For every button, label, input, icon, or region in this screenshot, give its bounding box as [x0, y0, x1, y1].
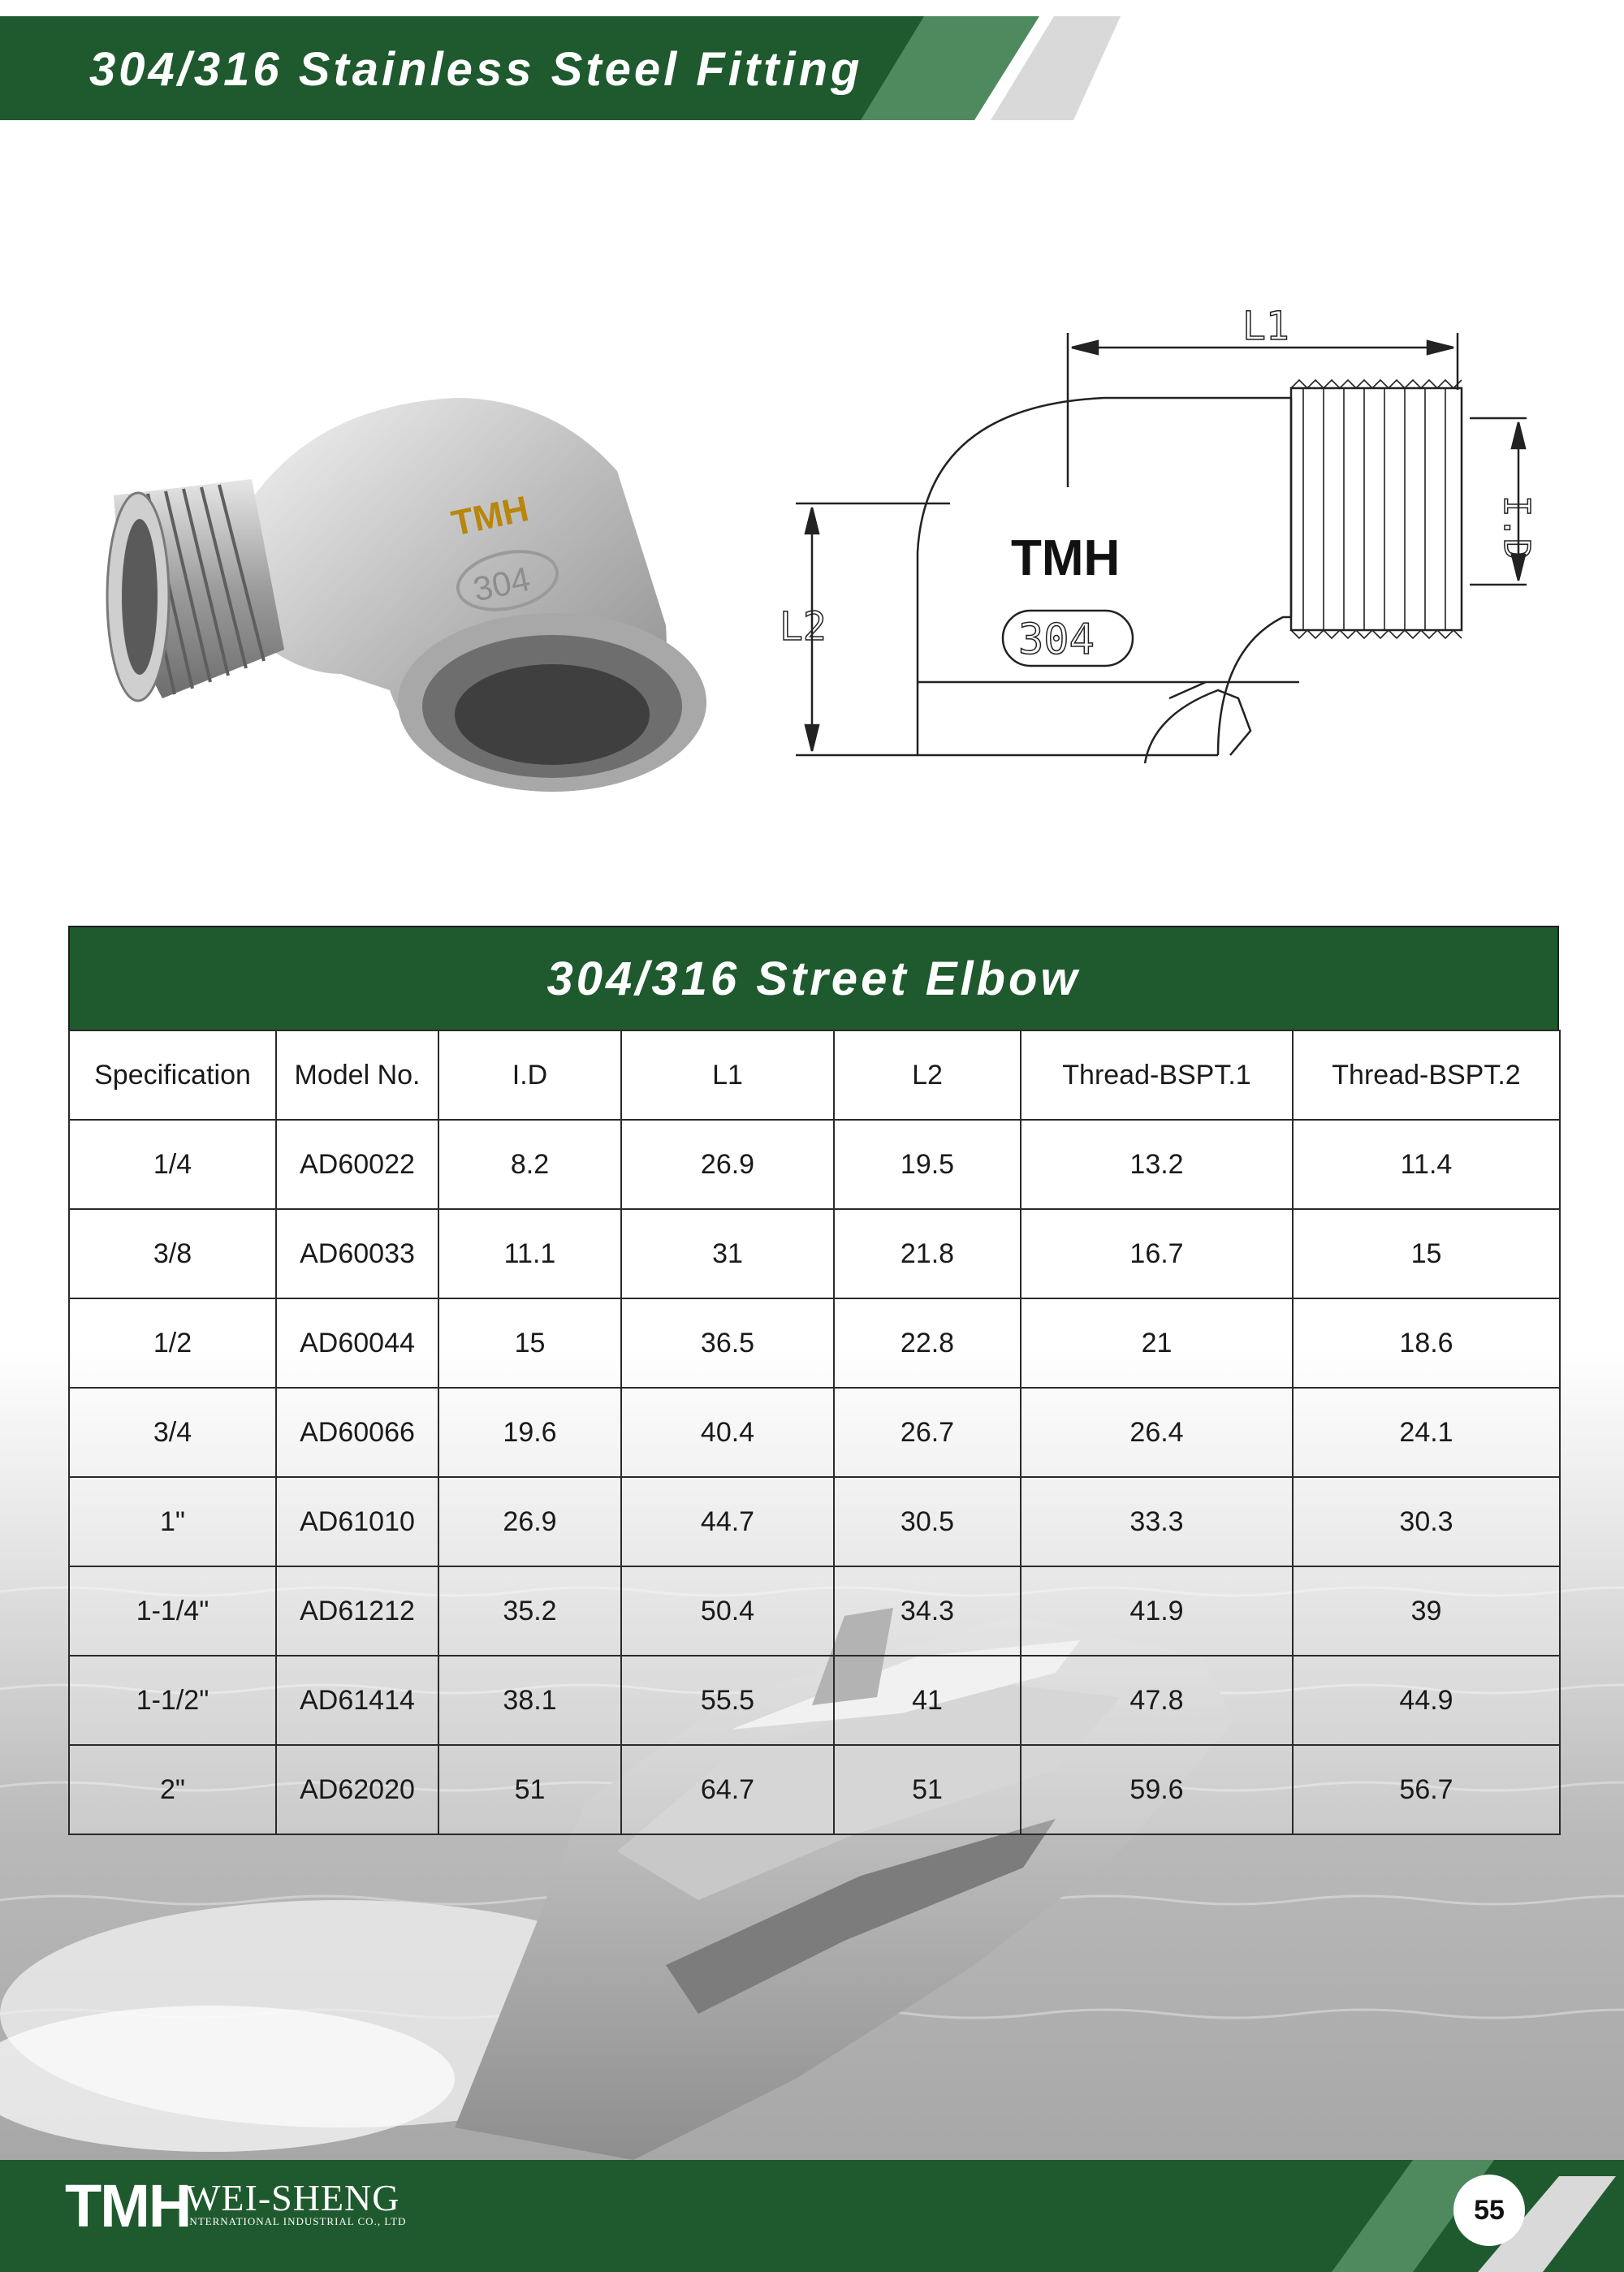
company-subtitle: INTERNATIONAL INDUSTRIAL CO., LTD: [185, 2215, 407, 2227]
table-cell: 41: [834, 1656, 1021, 1745]
table-cell: 26.7: [834, 1388, 1021, 1477]
company-name: WEI-SHENG: [185, 2177, 400, 2218]
drawing-grade-text: 304: [1018, 616, 1095, 664]
table-cell: 30.3: [1293, 1477, 1560, 1566]
table-cell: 41.9: [1021, 1566, 1293, 1656]
table-title: 304/316 Street Elbow: [68, 926, 1559, 1030]
table-cell: AD62020: [276, 1745, 438, 1834]
table-row: [69, 1209, 1560, 1298]
table-cell: 13.2: [1021, 1120, 1293, 1209]
table-cell: AD60033: [276, 1209, 438, 1298]
table-cell: 26.9: [621, 1120, 834, 1209]
table-cell: 1": [69, 1477, 276, 1566]
dim-label-l1: L1: [1242, 309, 1289, 349]
column-header: L2: [834, 1030, 1021, 1120]
column-header: I.D: [438, 1030, 621, 1120]
table-row: [69, 1388, 1560, 1477]
page-number: 55: [1453, 2175, 1525, 2246]
table-cell: 30.5: [834, 1477, 1021, 1566]
photo-grade-text: 304: [469, 559, 533, 609]
table-cell: 34.3: [834, 1566, 1021, 1656]
dim-label-l2: L2: [780, 604, 827, 650]
table-row: [69, 1566, 1560, 1656]
table-cell: 59.6: [1021, 1745, 1293, 1834]
table-cell: 1/2: [69, 1298, 276, 1388]
table-header-row: [69, 1030, 1560, 1120]
column-header: Thread-BSPT.1: [1021, 1030, 1293, 1120]
table-cell: 44.9: [1293, 1656, 1560, 1745]
table-cell: 51: [438, 1745, 621, 1834]
table-cell: AD61010: [276, 1477, 438, 1566]
table-cell: AD60066: [276, 1388, 438, 1477]
table-cell: 21: [1021, 1298, 1293, 1388]
column-header: L1: [621, 1030, 834, 1120]
table-cell: 36.5: [621, 1298, 834, 1388]
technical-drawing: [763, 309, 1543, 796]
table-cell: 15: [1293, 1209, 1560, 1298]
table-cell: 38.1: [438, 1656, 621, 1745]
table-cell: 21.8: [834, 1209, 1021, 1298]
table-cell: 2": [69, 1745, 276, 1834]
table-cell: 31: [621, 1209, 834, 1298]
table-cell: 35.2: [438, 1566, 621, 1656]
table-cell: 3/4: [69, 1388, 276, 1477]
table-cell: 24.1: [1293, 1388, 1560, 1477]
table-cell: 11.1: [438, 1209, 621, 1298]
spec-table: [68, 926, 1559, 1835]
table-cell: AD61212: [276, 1566, 438, 1656]
table-cell: 22.8: [834, 1298, 1021, 1388]
table-cell: 51: [834, 1745, 1021, 1834]
drawing-brand-text: TMH: [1011, 530, 1121, 586]
table-cell: AD60022: [276, 1120, 438, 1209]
company-logo-mark: TMH: [65, 2172, 191, 2240]
table-cell: 56.7: [1293, 1745, 1560, 1834]
table-row: [69, 1656, 1560, 1745]
product-photo: [97, 382, 731, 804]
table-cell: 1-1/4": [69, 1566, 276, 1656]
dim-label-id: I.D: [1496, 495, 1537, 560]
column-header: Specification: [69, 1030, 276, 1120]
table-row: [69, 1120, 1560, 1209]
table-cell: AD61414: [276, 1656, 438, 1745]
table-row: [69, 1745, 1560, 1834]
table-cell: 19.5: [834, 1120, 1021, 1209]
column-header: Thread-BSPT.2: [1293, 1030, 1560, 1120]
table-cell: 26.4: [1021, 1388, 1293, 1477]
table-cell: 39: [1293, 1566, 1560, 1656]
table-cell: 19.6: [438, 1388, 621, 1477]
table-cell: 15: [438, 1298, 621, 1388]
table-cell: 11.4: [1293, 1120, 1560, 1209]
table-row: [69, 1298, 1560, 1388]
table-cell: 26.9: [438, 1477, 621, 1566]
table-cell: 55.5: [621, 1656, 834, 1745]
table-cell: 40.4: [621, 1388, 834, 1477]
table-row: [69, 1477, 1560, 1566]
table-cell: 8.2: [438, 1120, 621, 1209]
table-cell: 3/8: [69, 1209, 276, 1298]
photo-brand-text: TMH: [447, 489, 533, 544]
page-title: 304/316 Stainless Steel Fitting: [89, 43, 863, 96]
table-cell: 64.7: [621, 1745, 834, 1834]
column-header: Model No.: [276, 1030, 438, 1120]
table-cell: 1/4: [69, 1120, 276, 1209]
table-cell: 47.8: [1021, 1656, 1293, 1745]
table-cell: 1-1/2": [69, 1656, 276, 1745]
table-cell: 50.4: [621, 1566, 834, 1656]
table-cell: 18.6: [1293, 1298, 1560, 1388]
spec-table-grid: [68, 1030, 1561, 1835]
header-stripes: [861, 16, 1121, 120]
table-cell: 33.3: [1021, 1477, 1293, 1566]
table-cell: 44.7: [621, 1477, 834, 1566]
table-cell: AD60044: [276, 1298, 438, 1388]
table-cell: 16.7: [1021, 1209, 1293, 1298]
